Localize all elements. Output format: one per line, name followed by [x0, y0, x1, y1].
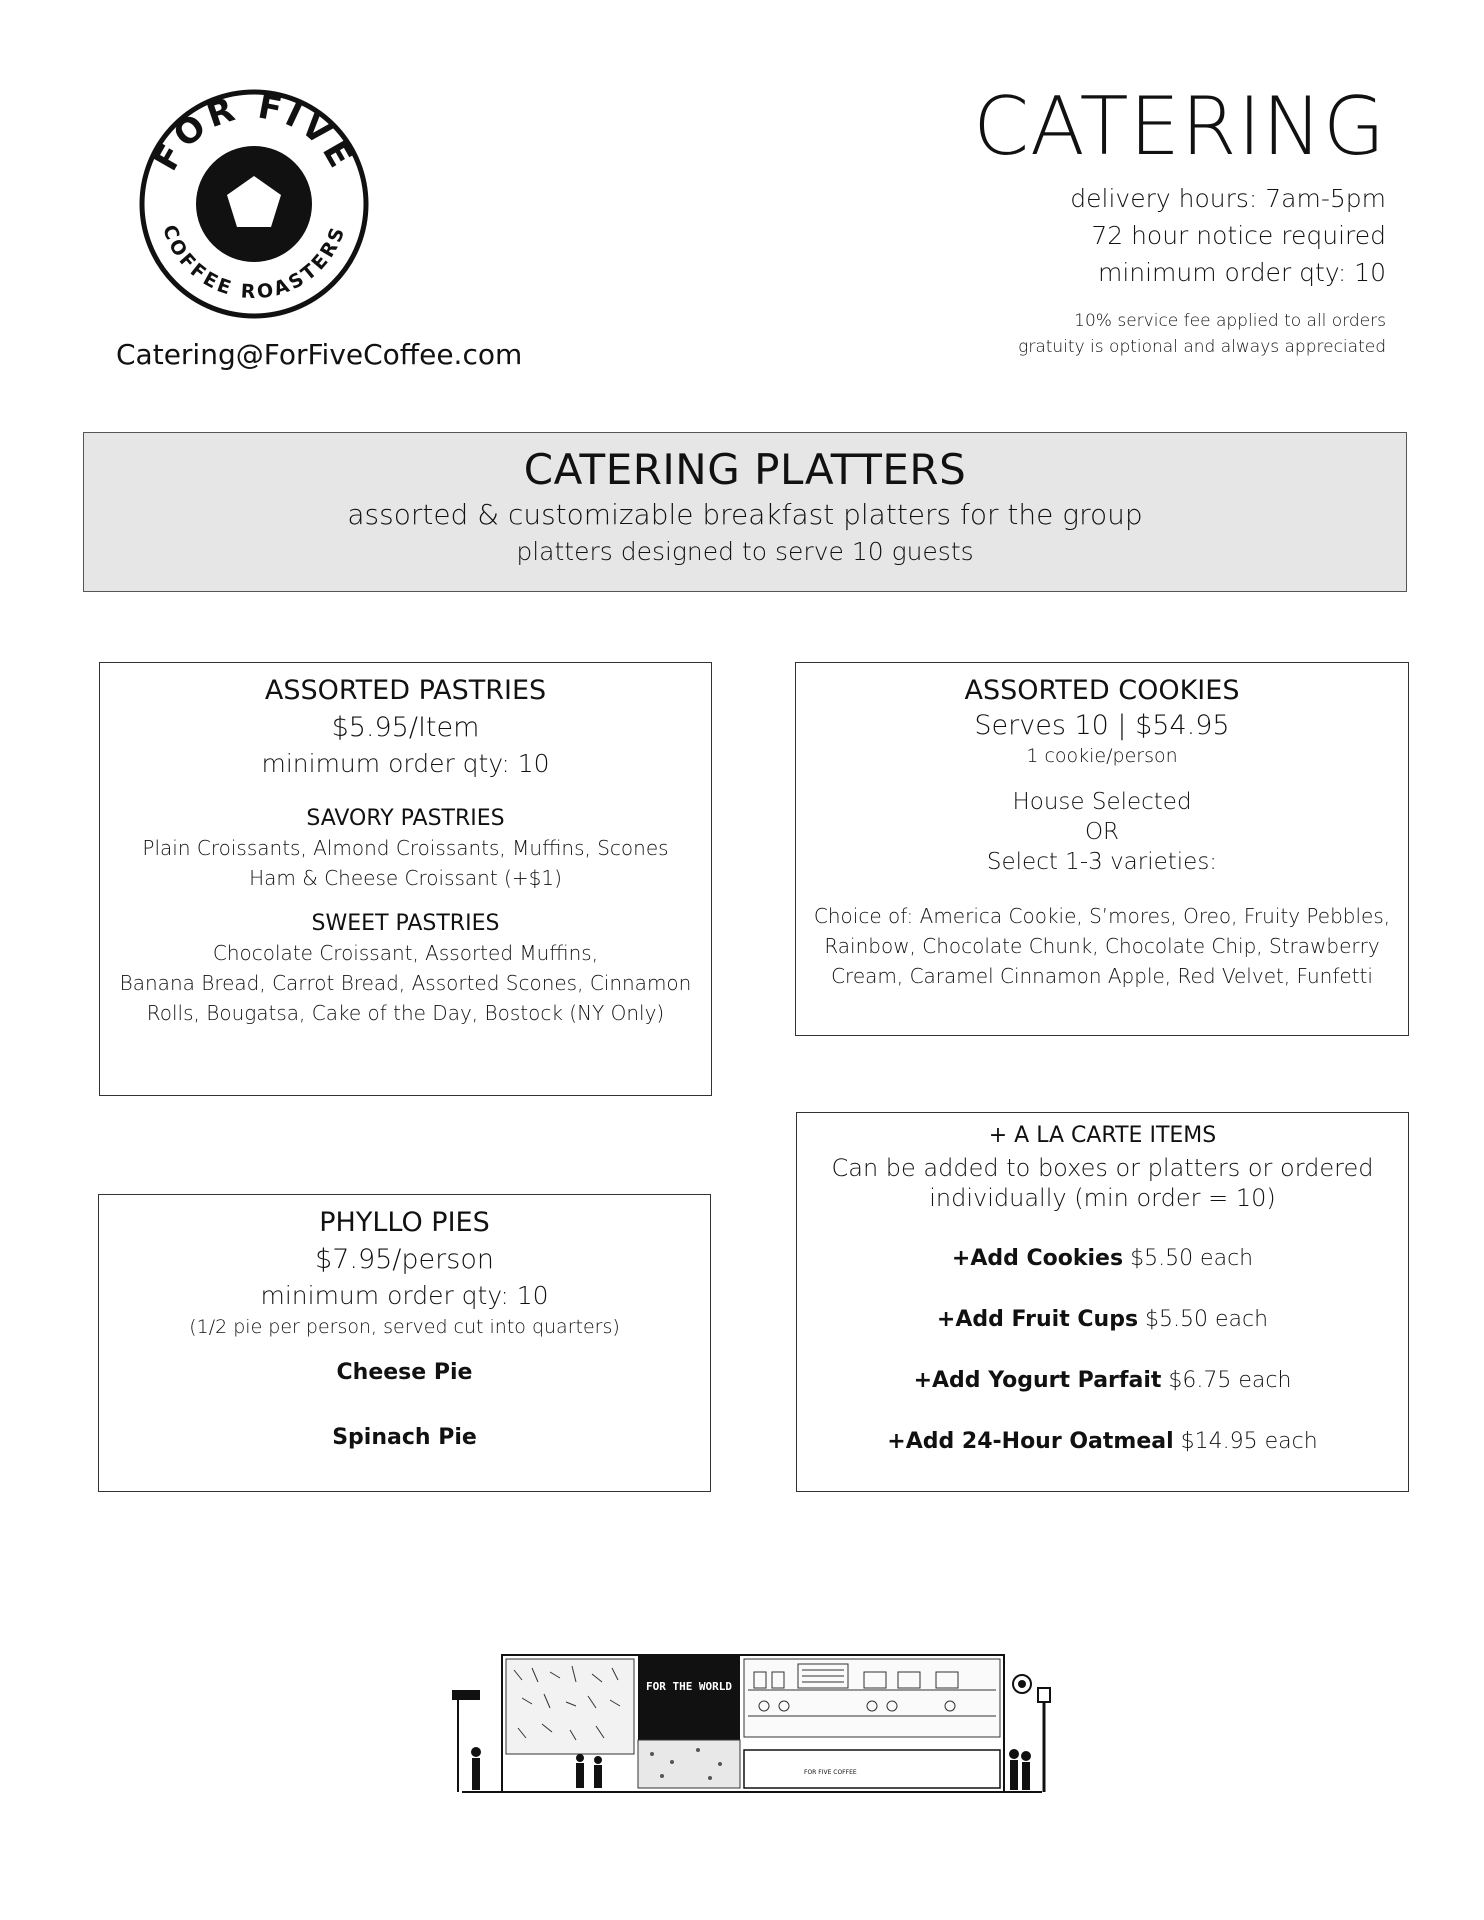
- pastries-minimum: minimum order qty: 10: [261, 749, 550, 778]
- storefront-illustration: [452, 1650, 1052, 1800]
- pastries-title: ASSORTED PASTRIES: [264, 675, 547, 706]
- catering-email[interactable]: Catering@ForFiveCoffee.com: [116, 338, 523, 371]
- page-title: CATERING: [973, 80, 1386, 173]
- minimum-order: minimum order qty: 10: [1097, 258, 1386, 287]
- phyllo-note: (1/2 pie per person, served cut into quarters): [189, 1316, 620, 1338]
- sweet-line-2: Banana Bread, Carrot Bread, Assorted Scones, Cinnamon: [119, 971, 692, 995]
- cookies-title: ASSORTED COOKIES: [964, 675, 1240, 706]
- gratuity-note: gratuity is optional and always appreciated: [1018, 337, 1386, 357]
- sweet-title: SWEET PASTRIES: [311, 911, 500, 936]
- savory-line-1: Plain Croissants, Almond Croissants, Muffins, Scones: [142, 836, 669, 860]
- logo-bottom-text: COFFEE ROASTERS: [158, 222, 350, 304]
- cookies-choice-line-3: Cream, Caramel Cinnamon Apple, Red Velvet, Funfetti: [831, 964, 1373, 988]
- phyllo-cheese-pie: Cheese Pie: [336, 1360, 473, 1385]
- sign-text: FOR THE WORLD: [645, 1680, 733, 1693]
- pastries-price: $5.95/Item: [331, 712, 480, 743]
- platters-banner: [83, 432, 1407, 592]
- alacarte-desc-line-2: individually (min order = 10): [929, 1184, 1276, 1212]
- addon-item: [797, 1307, 1408, 1332]
- for-five-logo: [138, 88, 370, 320]
- cookies-box: [795, 662, 1409, 1036]
- delivery-hours: delivery hours: 7am-5pm: [1070, 184, 1386, 213]
- addon-name: +Add 24-Hour Oatmeal: [887, 1429, 1174, 1454]
- cookies-or: OR: [1084, 819, 1120, 845]
- service-fee: 10% service fee applied to all orders: [1074, 311, 1386, 331]
- cookies-choice-line-1: Choice of: America Cookie, S’mores, Oreo, Fruity Pebbles,: [813, 904, 1391, 928]
- addon-price: $14.95 each: [1180, 1429, 1318, 1454]
- alacarte-desc-line-1: Can be added to boxes or platters or ordered: [831, 1154, 1374, 1182]
- phyllo-title: PHYLLO PIES: [319, 1207, 490, 1238]
- sweet-line-3: Rolls, Bougatsa, Cake of the Day, Bostock (NY Only): [146, 1001, 665, 1025]
- cookies-house-selected: House Selected: [1012, 789, 1192, 815]
- fee-info: [1018, 308, 1386, 360]
- cookies-select: Select 1-3 varieties:: [986, 849, 1218, 875]
- savory-title: SAVORY PASTRIES: [306, 806, 505, 831]
- phyllo-price: $7.95/person: [315, 1244, 494, 1275]
- sweet-line-1: Chocolate Croissant, Assorted Muffins,: [212, 941, 599, 965]
- notice-required: 72 hour notice required: [1091, 221, 1386, 250]
- addon-name: +Add Yogurt Parfait: [913, 1368, 1162, 1393]
- phyllo-box: [98, 1194, 711, 1492]
- phyllo-spinach-pie: Spinach Pie: [332, 1425, 477, 1450]
- alacarte-title: + A LA CARTE ITEMS: [988, 1123, 1217, 1148]
- pastries-box: [99, 662, 712, 1096]
- addon-price: $6.75 each: [1168, 1368, 1292, 1393]
- addon-item: [797, 1246, 1408, 1271]
- counter-text: FOR FIVE COFFEE: [804, 1769, 857, 1776]
- banner-subtitle: assorted & customizable breakfast platters for the group: [347, 498, 1143, 531]
- addon-name: +Add Fruit Cups: [936, 1307, 1139, 1332]
- savory-line-2: Ham & Cheese Croissant (+$1): [249, 866, 562, 890]
- logo-top-text: FOR FIVE: [145, 88, 363, 178]
- cookies-choice-line-2: Rainbow, Chocolate Chunk, Chocolate Chip, Strawberry: [824, 934, 1380, 958]
- banner-serves: platters designed to serve 10 guests: [516, 537, 974, 566]
- addon-item: [797, 1429, 1408, 1454]
- alacarte-box: [796, 1112, 1409, 1492]
- banner-title: CATERING PLATTERS: [523, 445, 967, 494]
- order-info: [1070, 180, 1386, 291]
- addon-name: +Add Cookies: [951, 1246, 1124, 1271]
- cookies-per-person: 1 cookie/person: [1026, 745, 1178, 767]
- phyllo-minimum: minimum order qty: 10: [260, 1281, 549, 1310]
- addon-item: [797, 1368, 1408, 1393]
- cookies-price: Serves 10 | $54.95: [974, 710, 1230, 741]
- addon-price: $5.50 each: [1145, 1307, 1269, 1332]
- addon-price: $5.50 each: [1130, 1246, 1254, 1271]
